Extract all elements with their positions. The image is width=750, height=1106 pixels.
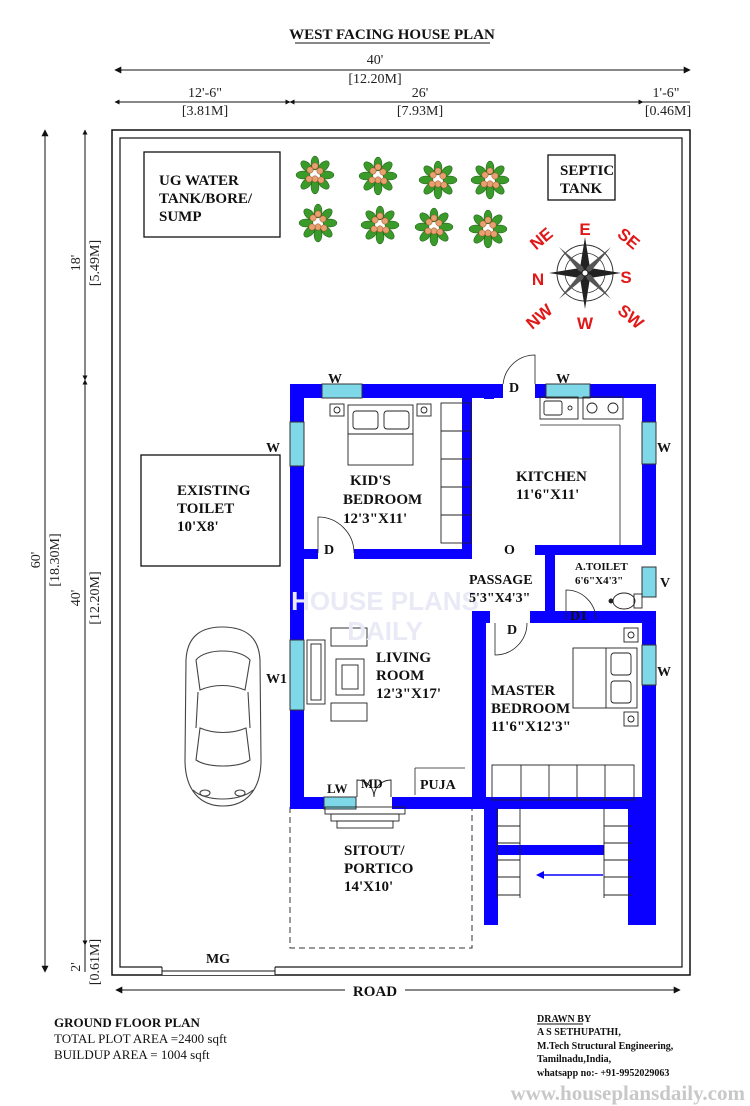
plant-flower <box>479 230 485 236</box>
left-dimensions <box>29 130 103 985</box>
footer-right <box>537 1014 674 1079</box>
plant-flower <box>315 224 321 230</box>
plant-flower <box>487 181 493 187</box>
sitout-line1: SITOUT/ <box>344 843 405 859</box>
dim-seg3: 1'-6" <box>652 86 680 101</box>
plant-flower <box>437 229 443 235</box>
door-label-main: MD <box>361 776 383 791</box>
plant-flower <box>383 227 389 233</box>
qualification: M.Tech Structural Engineering, <box>537 1041 674 1052</box>
compass-rose <box>523 220 648 333</box>
wall-segment-10 <box>472 611 486 807</box>
compass-w: W <box>576 314 594 333</box>
plant-icon-1 <box>359 157 397 195</box>
plant-flower <box>312 163 318 169</box>
compass-sw: SW <box>613 300 648 333</box>
plant-flower <box>375 177 381 183</box>
plant-flower <box>317 168 323 174</box>
watermark-line1: HOUSE PLANS <box>291 586 479 616</box>
septic-tank <box>548 155 615 200</box>
dim-total-height-m: [18.30M] <box>48 533 63 587</box>
plant-flower <box>431 228 437 234</box>
car-icon <box>185 627 261 806</box>
living-line2: ROOM <box>376 668 425 684</box>
dim-seg2: 26' <box>411 86 429 101</box>
garden-plants <box>296 156 509 248</box>
plant-icon-3 <box>471 161 509 199</box>
window-label-lw: LW <box>327 781 348 796</box>
a-toilet-line1: A.TOILET <box>575 561 628 573</box>
wall-segment-15 <box>392 797 656 809</box>
dim-v-mid-m: [12.20M] <box>88 571 103 625</box>
plant-flower <box>485 230 491 236</box>
ug-tank-line1: UG WATER <box>159 173 239 189</box>
toilet-fixture-icon <box>609 593 642 609</box>
road <box>116 984 680 1000</box>
watermark <box>291 586 479 646</box>
road-label: ROAD <box>352 984 398 1000</box>
plant-flower <box>485 217 491 223</box>
dim-v-bot-m: [0.61M] <box>88 938 103 986</box>
passage-line1: PASSAGE <box>469 573 533 588</box>
wall-segment-8 <box>484 384 494 399</box>
plant-flower <box>382 218 388 224</box>
kids-bedroom-line2: BEDROOM <box>343 492 423 508</box>
wall-segment-13 <box>545 545 555 623</box>
wall-segment-19 <box>484 845 604 855</box>
septic-line1: SEPTIC <box>560 163 615 179</box>
author: A S SETHUPATHI, <box>537 1027 621 1038</box>
master-line1: MASTER <box>491 683 556 699</box>
sitout-line2: PORTICO <box>344 861 414 877</box>
compass-se: SE <box>613 224 644 254</box>
dim-v-top: 18' <box>69 254 84 272</box>
plant-flower <box>492 173 498 179</box>
puja-label: PUJA <box>420 778 456 793</box>
plant-flower <box>321 225 327 231</box>
compass-n: N <box>531 270 545 289</box>
master-bed-icon <box>573 628 638 726</box>
wall-segment-17 <box>628 800 642 925</box>
drawn-by: DRAWN BY <box>537 1014 592 1025</box>
plant-flower <box>312 176 318 182</box>
compass-ne: NE <box>526 223 557 254</box>
location: Tamilnadu,India, <box>537 1054 612 1065</box>
dim-v-mid: 40' <box>69 589 84 607</box>
wall-segment-0 <box>290 384 486 398</box>
passage-line2: 5'3"X4'3" <box>469 591 531 606</box>
plant-flower <box>493 182 499 188</box>
kids-bedroom-line3: 12'3"X11' <box>343 511 408 527</box>
window-label-master: W <box>657 665 671 680</box>
wall-segment-18 <box>642 800 656 925</box>
plant-flower <box>380 169 386 175</box>
compass-nw: NW <box>522 300 557 334</box>
plant-flower <box>309 224 315 230</box>
existing-toilet-line2: TOILET <box>177 501 235 517</box>
plant-flower <box>318 177 324 183</box>
ug-tank-line2: TANK/BORE/ <box>159 191 253 207</box>
kids-bed-icon <box>330 404 431 465</box>
existing-toilet-line1: EXISTING <box>177 483 251 499</box>
plant-flower <box>306 176 312 182</box>
kids-bedroom-line1: KID'S <box>350 473 391 489</box>
window-6 <box>642 567 656 597</box>
main-gate-label: MG <box>205 952 231 967</box>
door-label-kitchen: D <box>509 381 520 396</box>
plant-flower <box>487 168 493 174</box>
plant-flower <box>377 213 383 219</box>
top-dimensions <box>115 53 691 119</box>
plant-flower <box>436 220 442 226</box>
master-line3: 11'6"X12'3" <box>491 719 571 735</box>
plant-flower <box>381 178 387 184</box>
window-3 <box>642 422 656 464</box>
window-label-kids-left: W <box>266 441 280 456</box>
living-line1: LIVING <box>376 650 432 666</box>
window-4 <box>290 640 304 710</box>
existing-toilet-line3: 10'X8' <box>177 519 219 535</box>
plan-name: GROUND FLOOR PLAN <box>54 1015 200 1030</box>
plot-area: TOTAL PLOT AREA =2400 sqft <box>54 1031 227 1046</box>
dim-seg1: 12'-6" <box>188 86 222 101</box>
dim-v-top-m: [5.49M] <box>88 239 103 287</box>
door-label-toilet: D1 <box>570 609 588 624</box>
dim-seg1-m: [3.81M] <box>181 104 229 119</box>
door-gap-2 <box>494 611 530 623</box>
plant-flower <box>481 181 487 187</box>
door-label-kids: D <box>324 543 335 558</box>
sitout-line3: 14'X10' <box>344 879 394 895</box>
dim-v-bot: 2' <box>69 962 84 972</box>
living-line3: 12'3"X17' <box>376 686 441 702</box>
wall-segment-6 <box>354 549 472 559</box>
existing-toilet <box>141 455 280 566</box>
window-label-kids-top: W <box>328 372 342 387</box>
ug-tank-line3: SUMP <box>159 209 202 225</box>
a-toilet-line2: 6'6"X4'3" <box>575 575 624 587</box>
compass-s: S <box>620 268 632 287</box>
plant-flower <box>315 211 321 217</box>
watermark-line2: DAILY <box>347 616 423 646</box>
wall-segment-3 <box>642 384 656 549</box>
dim-total-width: 40' <box>366 53 384 68</box>
plant-icon-0 <box>296 156 334 194</box>
plan-title: WEST FACING HOUSE PLAN <box>289 27 495 43</box>
septic-line2: TANK <box>560 181 603 197</box>
plant-flower <box>320 216 326 222</box>
ventilator-label: V <box>660 576 671 591</box>
plant-flower <box>425 228 431 234</box>
plant-flower <box>369 177 375 183</box>
website-url: www.houseplansdaily.com <box>510 1081 745 1105</box>
buildup-area: BUILDUP AREA = 1004 sqft <box>54 1047 210 1062</box>
dim-seg2-m: [7.93M] <box>396 104 444 119</box>
master-line2: BEDROOM <box>491 701 571 717</box>
plant-icon-7 <box>469 210 507 248</box>
window-2 <box>290 422 304 466</box>
plant-icon-5 <box>361 206 399 244</box>
plant-flower <box>490 222 496 228</box>
plant-icon-6 <box>415 208 453 246</box>
plant-flower <box>429 181 435 187</box>
ug-water-tank <box>144 152 280 237</box>
wall-segment-14 <box>290 797 326 809</box>
kitchen-line2: 11'6"X11' <box>516 487 580 503</box>
opening-label-kitchen: O <box>504 543 515 558</box>
dim-seg3-m: [0.46M] <box>644 104 692 119</box>
plant-flower <box>440 173 446 179</box>
plant-flower <box>375 164 381 170</box>
window-label-kitchen-top: W <box>556 372 570 387</box>
plant-flower <box>377 226 383 232</box>
wall-segment-7 <box>462 384 472 559</box>
plant-flower <box>435 168 441 174</box>
dim-total-height: 60' <box>29 551 44 569</box>
plant-flower <box>491 231 497 237</box>
dim-total-width-m: [12.20M] <box>348 72 402 87</box>
plant-flower <box>435 181 441 187</box>
plant-flower <box>441 182 447 188</box>
staircase <box>492 765 634 898</box>
whatsapp: whatsapp no:- +91-9952029063 <box>537 1068 670 1079</box>
main-gate <box>162 952 275 975</box>
window-label-kitchen-right: W <box>657 441 671 456</box>
plant-icon-4 <box>299 204 337 242</box>
window-5 <box>642 645 656 685</box>
footer-left <box>54 1015 227 1062</box>
kitchen-counter-icon <box>540 397 623 419</box>
plant-icon-2 <box>419 161 457 199</box>
kitchen-line1: KITCHEN <box>516 469 587 485</box>
wall-segment-16 <box>484 800 498 925</box>
door-label-master: D <box>507 623 518 638</box>
plant-flower <box>371 226 377 232</box>
plant-flower <box>431 215 437 221</box>
compass-e: E <box>579 220 591 239</box>
window-label-living: W1 <box>266 672 287 687</box>
